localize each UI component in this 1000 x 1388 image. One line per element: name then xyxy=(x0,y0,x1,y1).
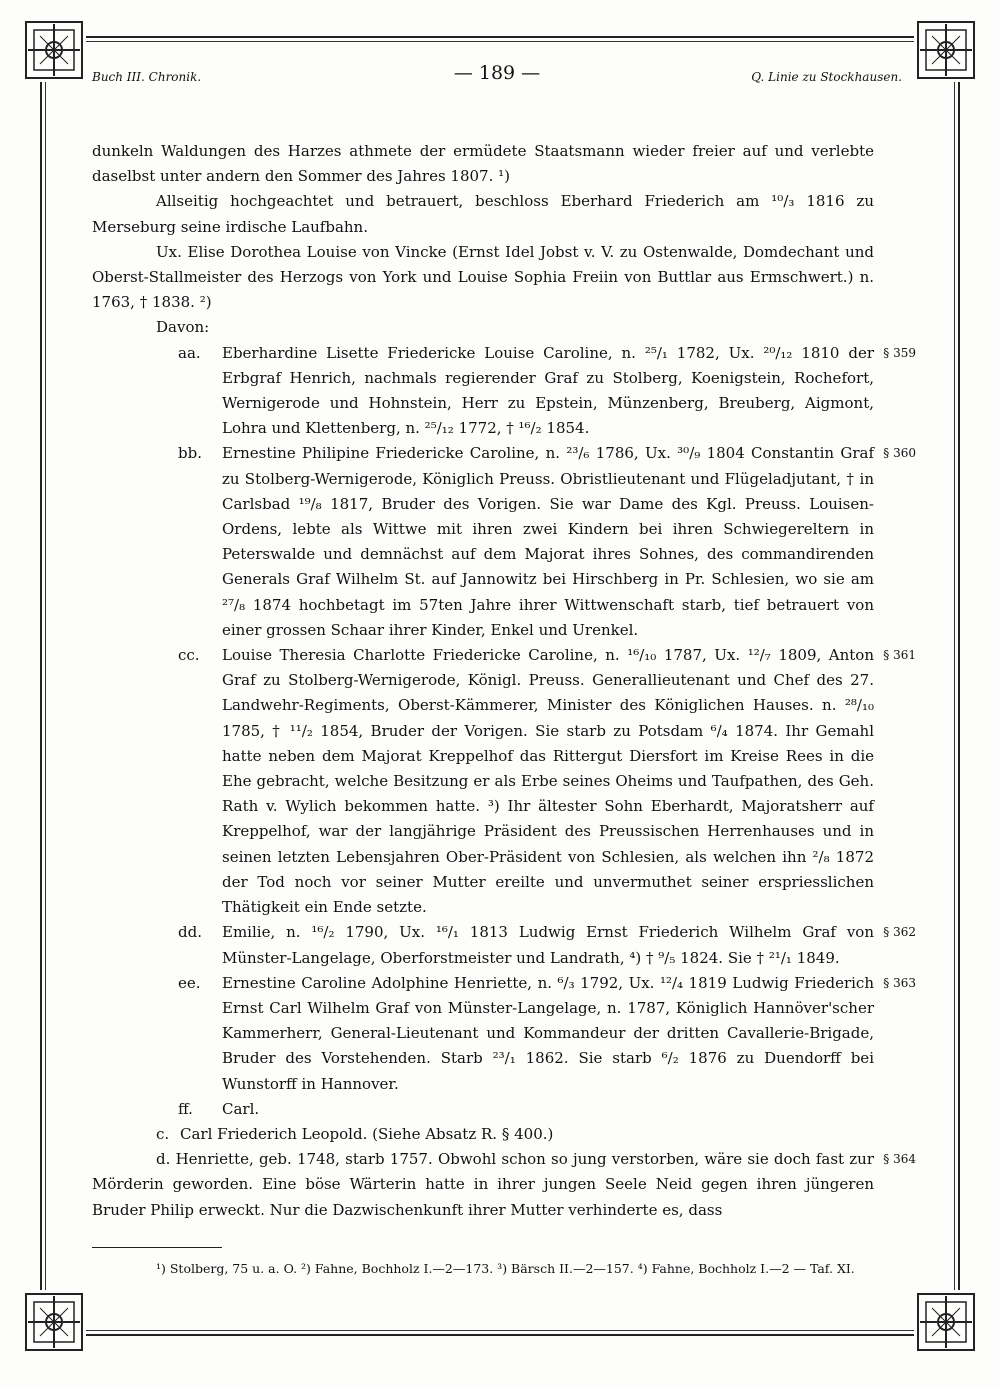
entry-label: c. xyxy=(156,1124,170,1143)
entry-label: dd. xyxy=(178,923,202,942)
davon-label: Davon: xyxy=(156,318,210,337)
entry-text: Louise Theresia Charlotte Friedericke Caroline, n. ¹⁶/₁₀ 1787, Ux. ¹²/₇ 1809, Anton Graf zu Stolberg-Wernigerode, Königl. Preuss. Generallieutenant und Chef des 27. Landwehr-Regiments, Oberst-Kämmerer, Minister des Königlichen Hauses. n. ²⁸/₁₀ 1785, † ¹¹/₂ 1854, Bruder der Vorigen. Sie starb zu Potsdam ⁶/₄ 1874. Ihr Gemahl hatte neben dem Majorat Kreppelhof das Rittergut Diersfort im Kreise Rees in die Ehe gebracht, welche Besitzung er als Erbe seines Oheims und Taufpathen, des Geh. Rath v. Wylich bekommen hatte. ³) Ihr ältester Sohn Eberhardt, Majoratsherr auf Kreppelhof, war der langjährige Präsident des Preussischen Herrenhauses und in seinen letzten Lebensjahren Ober-Präsident von Schlesien, als welchen ihn ²/₈ 1872 der Tod noch vor seiner Mutter ereilte und unvermuthet seiner erspriesslichen Thätigkeit ein Ende setzte. xyxy=(222,646,874,917)
header-left: Buch III. Chronik. xyxy=(92,70,202,84)
entry-text: Emilie, n. ¹⁶/₂ 1790, Ux. ¹⁶/₁ 1813 Ludwig Ernst Friederich Wilhelm Graf von Münster-Langelage, Oberforstmeister und Landrath, ⁴) † ⁹/₅ 1824. Sie † ²¹/₁ 1849. xyxy=(222,923,874,967)
entry-text: Ernestine Philipine Friedericke Caroline, n. ²³/₆ 1786, Ux. ³⁰/₉ 1804 Constantin Graf zu Stolberg-Wernigerode, Königlich Preuss. Obristlieutenant und Flügeladjutant, † in Carlsbad ¹⁹/₈ 1817, Bruder des Vorigen. Sie war Dame des Kgl. Preuss. Louisen-Ordens, lebte als Wittwe mit ihren zwei Kindern bei ihren Schwiegereltern in Peterswalde und demnächst auf dem Majorat ihres Sohnes, des commandirenden Generals Graf Wilhelm St. auf Jannowitz bei Hirschberg in Pr. Schlesien, wo sie am ²⁷/₈ 1874 hochbetagt im 57ten Jahre ihrer Wittwenschaft starb, tief betrauert von einer grossen Schaar ihrer Kinder, Enkel und Urenkel. xyxy=(222,444,874,639)
entry-d xyxy=(92,1147,916,1223)
entry-cc xyxy=(92,643,916,920)
footnote-rule xyxy=(92,1247,222,1248)
entry-text: Carl Friederich Leopold. (Siehe Absatz R. § 400.) xyxy=(180,1124,554,1143)
entry-text: Eberhardine Lisette Friedericke Louise Caroline, n. ²⁵/₁ 1782, Ux. ²⁰/₁₂ 1810 der Erbgraf Henrich, nachmals regierender Graf zu Stolberg, Koenigstein, Rochefort, Wernigerode und Hohnstein, Herr zu Epstein, Münzenberg, Breuberg, Aigmont, Lohra und Klettenberg, n. ²⁵/₁₂ 1772, † ¹⁶/₂ 1854. xyxy=(222,343,874,438)
entry-label: bb. xyxy=(178,444,202,463)
corner-ornament-icon xyxy=(22,1290,86,1354)
header-right: Q. Linie zu Stockhausen. xyxy=(751,70,902,84)
section-marker: § 364 xyxy=(883,1152,916,1167)
entry-label: aa. xyxy=(178,343,201,362)
entry-text: Carl. xyxy=(222,1099,260,1118)
entry-label: ff. xyxy=(178,1099,193,1118)
entry-c xyxy=(92,1122,874,1147)
entry-text: d. Henriette, geb. 1748, starb 1757. Obwohl schon so jung verstorben, wäre sie doch fast zur Mörderin geworden. Eine böse Wärterin hatte in ihrer jungen Seele Neid gegen ihren jüngeren Bruder Philip erweckt. Nur die Dazwischenkunft ihrer Mutter verhinderte es, dass xyxy=(92,1150,874,1219)
entry-bb xyxy=(92,441,916,643)
paragraph: dunkeln Waldungen des Harzes athmete der ermüdete Staatsmann wieder freier auf und verlebte daselbst unter andern den Sommer des Jahres 1807. ¹) xyxy=(92,142,874,186)
paragraph: Allseitig hochgeachtet und betrauert, beschloss Eberhard Friederich am ¹⁰/₃ 1816 zu Merseburg seine irdische Laufbahn. xyxy=(92,192,874,236)
entry-text: Ernestine Caroline Adolphine Henriette, n. ⁶/₃ 1792, Ux. ¹²/₄ 1819 Ludwig Friederich Ernst Carl Wilhelm Graf von Münster-Langelage, n. 1787, Königlich Hannöver'scher Kammerherr, General-Lieutenant und Kommandeur der dritten Cavallerie-Brigade, Bruder des Vorstehenden. Starb ²³/₁ 1862. Sie starb ⁶/₂ 1876 zu Duendorff bei Wunstorff in Hannover. xyxy=(222,973,874,1093)
body-text xyxy=(92,139,916,1223)
entry-aa xyxy=(92,341,916,442)
page-number: — 189 — xyxy=(453,62,541,84)
entry-label: cc. xyxy=(178,646,200,665)
running-header xyxy=(92,62,902,90)
section-marker: § 360 xyxy=(883,446,916,461)
footnotes: ¹) Stolberg, 75 u. a. O. ²) Fahne, Bochholz I.—2—173. ³) Bärsch II.—2—157. ⁴) Fahne, Bochholz I.—2 — Taf. XI. xyxy=(156,1261,855,1276)
entry-ee xyxy=(92,971,916,1097)
section-marker: § 359 xyxy=(883,345,916,360)
corner-ornament-icon xyxy=(914,1290,978,1354)
entry-label: ee. xyxy=(178,973,201,992)
section-marker: § 363 xyxy=(883,975,916,990)
section-marker: § 362 xyxy=(883,925,916,940)
entry-ff xyxy=(92,1097,874,1122)
corner-ornament-icon xyxy=(914,18,978,82)
entry-dd xyxy=(92,920,916,970)
corner-ornament-icon xyxy=(22,18,86,82)
section-marker: § 361 xyxy=(883,648,916,663)
paragraph: Ux. Elise Dorothea Louise von Vincke (Ernst Idel Jobst v. V. zu Ostenwalde, Domdechant und Oberst-Stallmeister des Herzogs von York und Louise Sophia Freiin von Buttlar aus Ermschwert.) n. 1763, † 1838. ²) xyxy=(92,242,874,312)
